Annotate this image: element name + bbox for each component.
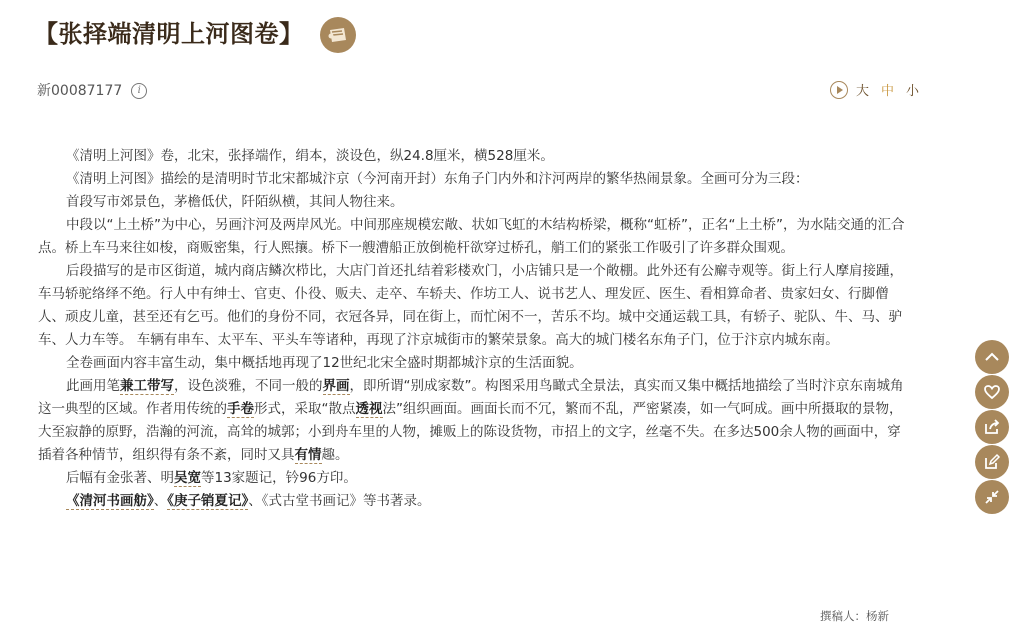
- keyword-link[interactable]: 透视: [355, 401, 383, 417]
- keyword-link[interactable]: 吴宽: [174, 470, 201, 486]
- article-body: [38, 145, 913, 513]
- scroll-view-button[interactable]: [320, 17, 356, 53]
- keyword-link[interactable]: 界画: [322, 378, 350, 394]
- book-link[interactable]: 《清河书画舫》: [66, 493, 154, 509]
- chevron-up-icon: [983, 348, 1001, 366]
- paragraph: 后段描写的是市区街道，城内商店鳞次栉比，大店门首还扎结着彩楼欢门，小店铺只是一个敞棚。此外还有公廨寺观等。街上行人摩肩接踵，车马轿驼络绎不绝。行人中有绅士、官吏、仆役、贩夫、走卒、车轿夫、作坊工人、说书艺人、理发匠、医生、看相算命者、贵家妇女、行脚僧人、顽皮儿童，甚至还有乞丐。他们的身份不同，衣冠各异，同在街上，而忙闲不一，苦乐不均。城中交通运载工具，有轿子、驼队、牛、马、驴车、人力车等。 车辆有串车、太平车、平头车等诸种，再现了汴京城街市的繁荣景象。高大的城门楼名东角子门，位于汴京内城东南。: [38, 263, 903, 348]
- text-run: 后幅有金张著、明: [66, 470, 174, 486]
- catalog-id: 新00087177: [37, 83, 123, 99]
- note-button[interactable]: [975, 445, 1009, 479]
- info-icon[interactable]: i: [131, 83, 147, 99]
- edit-icon: [983, 453, 1001, 471]
- favorite-button[interactable]: [975, 375, 1009, 409]
- paragraph: [38, 490, 913, 513]
- paragraph: [38, 375, 913, 467]
- text-run: 等13家题记，钤96方印。: [201, 470, 357, 486]
- side-toolbar: [975, 340, 1011, 515]
- author-credit: 撰稿人：杨新: [820, 609, 889, 623]
- paragraph: 中段以“上土桥”为中心，另画汴河及两岸风光。中间那座规模宏敞、状如飞虹的木结构桥梁，概称“虹桥”，正名“上土桥”，为水陆交通的汇合点。桥上车马来往如梭，商贩密集，行人熙攘。桥下一艘漕船正放倒桅杆欲穿过桥孔，艄工们的紧张工作吸引了许多群众围观。: [38, 217, 905, 256]
- paragraph: [38, 467, 913, 490]
- font-size-medium[interactable]: 中: [881, 84, 895, 99]
- text-run: 趣。: [321, 447, 349, 463]
- paragraph: 全卷画面内容丰富生动，集中概括地再现了12世纪北宋全盛时期都城汴京的生活面貌。: [66, 355, 583, 371]
- heart-icon: [983, 383, 1001, 401]
- text-run: 形式，采取“散点: [254, 401, 356, 417]
- collapse-button[interactable]: [975, 480, 1009, 514]
- scroll-icon: [328, 27, 348, 43]
- separator: 、: [248, 493, 262, 509]
- text-run: 此画用笔: [66, 378, 120, 394]
- book-link[interactable]: 《庚子销夏记》: [167, 493, 249, 509]
- share-button[interactable]: [975, 410, 1009, 444]
- keyword-link[interactable]: 兼工带写: [120, 378, 174, 394]
- text-run: 等书著录。: [363, 493, 431, 509]
- reading-controls: [830, 80, 931, 99]
- share-icon: [983, 418, 1001, 436]
- font-size-small[interactable]: 小: [906, 84, 920, 99]
- book-title: 《式古堂书画记》: [261, 493, 363, 509]
- keyword-link[interactable]: 有情: [294, 447, 322, 463]
- keyword-link[interactable]: 手卷: [227, 401, 254, 417]
- page-title: 【张择端清明上河图卷】: [34, 20, 304, 48]
- paragraph: 《清明上河图》卷，北宋，张择端作，绢本，淡设色，纵24.8厘米，横528厘米。: [66, 148, 554, 164]
- collapse-icon: [983, 488, 1001, 506]
- paragraph: 《清明上河图》描绘的是清明时节北宋都城汴京（今河南开封）东角子门内外和汴河两岸的繁华热闹景象。全画可分为三段：: [66, 171, 809, 187]
- separator: 、: [153, 493, 168, 509]
- text-run: ，即所谓“别成家数”。构图采用鸟瞰式全景法，真实而又集中概括地描绘了当时汴京东南城角这一典型的区域。作者用传统的: [38, 378, 904, 417]
- catalog-row: [37, 82, 147, 100]
- font-size-large[interactable]: 大: [856, 84, 870, 99]
- back-to-top-button[interactable]: [975, 340, 1009, 374]
- play-audio-icon[interactable]: [830, 81, 848, 99]
- paragraph: 首段写市郊景色，茅檐低伏，阡陌纵横，其间人物往来。: [66, 194, 404, 210]
- text-run: 法”组织画面。画面长而不冗，繁而不乱，严密紧凑，如一气呵成。画中所摄取的景物，大至寂静的原野，浩瀚的河流，高耸的城郭；小到舟车里的人物，摊贩上的陈设货物，市招上的文字，丝毫不失。在多达500余人物的画面中，穿插着各种情节，组织得有条不紊，同时又具: [38, 401, 903, 463]
- text-run: ，设色淡雅，不同一般的: [174, 378, 323, 394]
